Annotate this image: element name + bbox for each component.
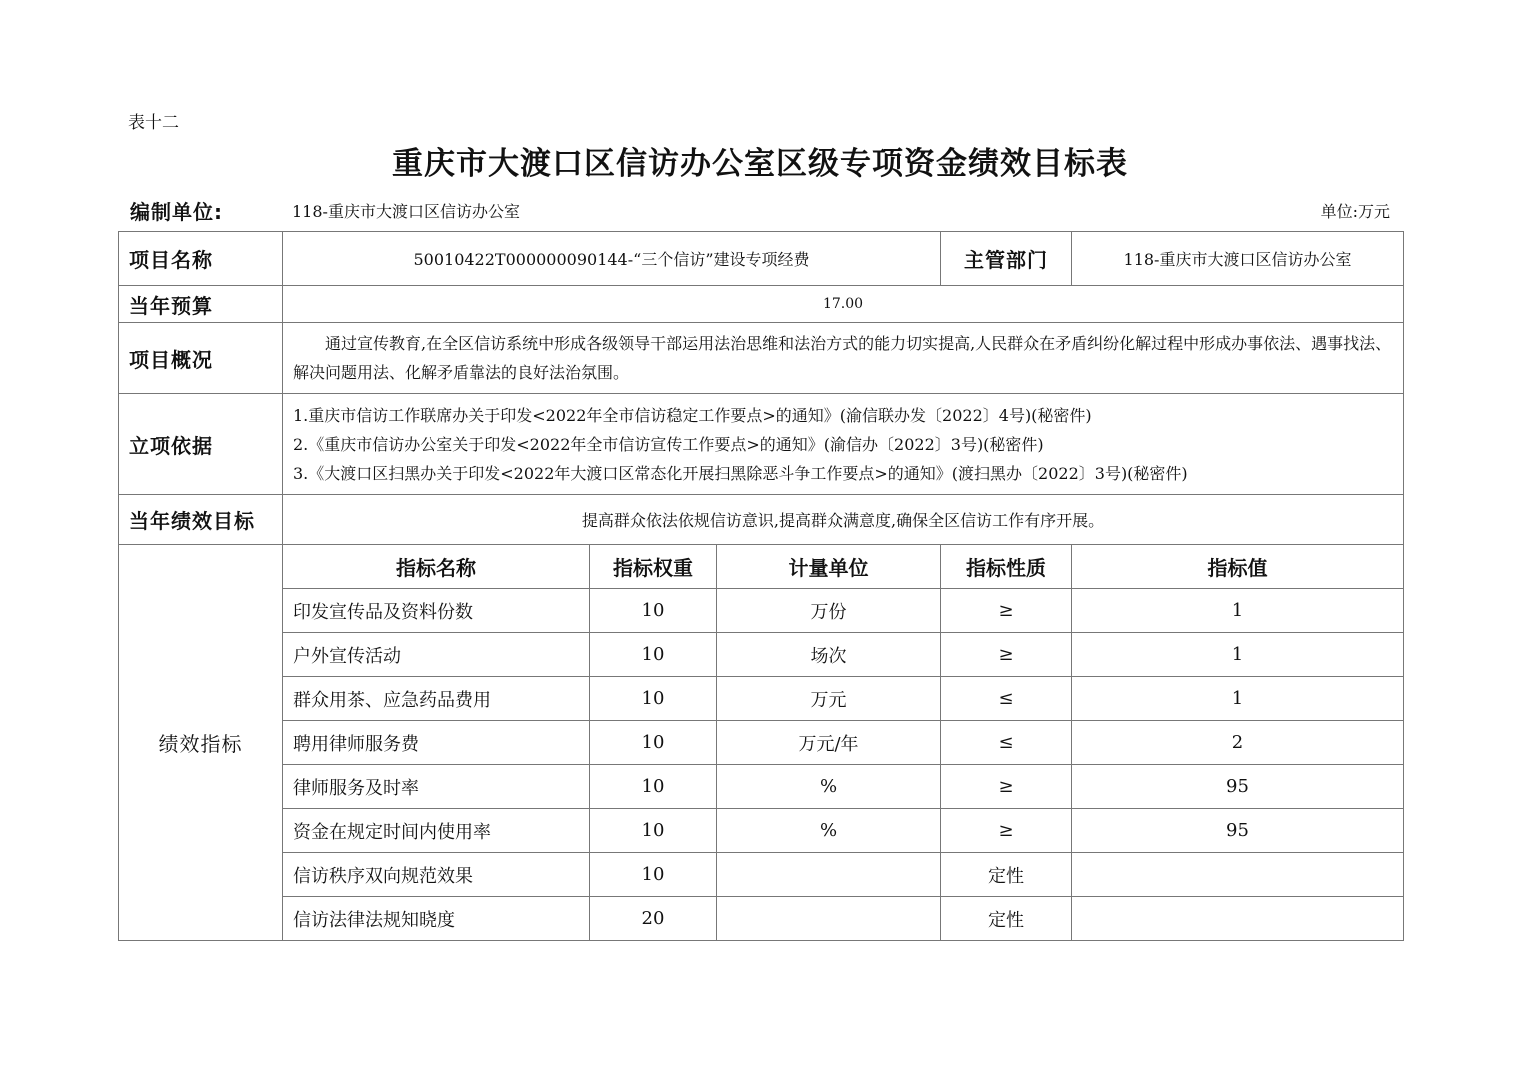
basis-label: 立项依据 (119, 394, 283, 495)
indicator-name: 律师服务及时率 (283, 765, 590, 809)
indicator-row (119, 677, 1404, 721)
budget-label: 当年预算 (119, 286, 283, 323)
indicator-nature: ≥ (941, 633, 1072, 677)
header-indicator-name: 指标名称 (283, 545, 590, 589)
budget-row (119, 286, 1404, 323)
indicator-name: 资金在规定时间内使用率 (283, 809, 590, 853)
indicator-unit: 场次 (717, 633, 941, 677)
indicator-nature: 定性 (941, 853, 1072, 897)
indicator-nature: ≥ (941, 589, 1072, 633)
indicator-nature: ≤ (941, 677, 1072, 721)
indicator-value: 95 (1072, 809, 1404, 853)
overview-value: 通过宣传教育,在全区信访系统中形成各级领导干部运用法治思维和法治方式的能力切实提高,人民群众在矛盾纠纷化解过程中形成办事依法、遇事找法、解决问题用法、化解矛盾靠法的良好法治氛围。 (283, 323, 1404, 394)
indicator-row (119, 765, 1404, 809)
indicator-value: 95 (1072, 765, 1404, 809)
indicator-name: 群众用茶、应急药品费用 (283, 677, 590, 721)
overview-row (119, 323, 1404, 394)
header-nature: 指标性质 (941, 545, 1072, 589)
project-name-value: 50010422T000000090144-“三个信访”建设专项经费 (283, 232, 941, 286)
indicator-value (1072, 853, 1404, 897)
goal-value: 提高群众依法依规信访意识,提高群众满意度,确保全区信访工作有序开展。 (283, 495, 1404, 545)
indicator-weight: 10 (590, 809, 717, 853)
indicator-unit: 万元/年 (717, 721, 941, 765)
header-weight: 指标权重 (590, 545, 717, 589)
indicator-row (119, 589, 1404, 633)
org-value: 118-重庆市大渡口区信访办公室 (292, 202, 520, 221)
indicator-weight: 20 (590, 897, 717, 941)
indicator-nature: ≥ (941, 765, 1072, 809)
basis-list (283, 394, 1404, 495)
indicator-row (119, 853, 1404, 897)
indicator-name: 户外宣传活动 (283, 633, 590, 677)
budget-value: 17.00 (283, 286, 1404, 323)
basis-row (119, 394, 1404, 495)
indicator-nature: ≤ (941, 721, 1072, 765)
indicator-name: 印发宣传品及资料份数 (283, 589, 590, 633)
indicator-nature: ≥ (941, 809, 1072, 853)
basis-item: 3.《大渡口区扫黑办关于印发<2022年大渡口区常态化开展扫黑除恶斗争工作要点>的通知》(渡扫黑办〔2022〕3号)(秘密件) (293, 463, 1188, 483)
document-title: 重庆市大渡口区信访办公室区级专项资金绩效目标表 (392, 146, 1128, 182)
indicator-header-row (119, 545, 1404, 589)
indicator-weight: 10 (590, 765, 717, 809)
indicator-weight: 10 (590, 633, 717, 677)
indicator-name: 聘用律师服务费 (283, 721, 590, 765)
indicator-value: 1 (1072, 589, 1404, 633)
dept-value: 118-重庆市大渡口区信访办公室 (1072, 232, 1404, 286)
header-value: 指标值 (1072, 545, 1404, 589)
indicator-unit (717, 853, 941, 897)
unit-text: 单位:万元 (1320, 202, 1390, 221)
project-name-label: 项目名称 (119, 232, 283, 286)
indicator-value: 1 (1072, 677, 1404, 721)
indicator-unit (717, 897, 941, 941)
performance-target-table (118, 231, 1404, 941)
performance-label: 绩效指标 (119, 545, 283, 941)
goal-row (119, 495, 1404, 545)
basis-item: 1.重庆市信访工作联席办关于印发<2022年全市信访稳定工作要点>的通知》(渝信联办发〔2022〕4号)(秘密件) (293, 405, 1092, 425)
indicator-unit: % (717, 765, 941, 809)
indicator-value: 1 (1072, 633, 1404, 677)
indicator-value (1072, 897, 1404, 941)
goal-label: 当年绩效目标 (119, 495, 283, 545)
indicator-weight: 10 (590, 589, 717, 633)
table-number: 表十二 (128, 113, 179, 133)
indicator-name: 信访秩序双向规范效果 (283, 853, 590, 897)
indicator-row (119, 809, 1404, 853)
org-label: 编制单位: (130, 200, 223, 224)
indicator-row (119, 897, 1404, 941)
indicator-nature: 定性 (941, 897, 1072, 941)
indicator-name: 信访法律法规知晓度 (283, 897, 590, 941)
indicator-row (119, 721, 1404, 765)
overview-label: 项目概况 (119, 323, 283, 394)
indicator-value: 2 (1072, 721, 1404, 765)
indicator-weight: 10 (590, 677, 717, 721)
indicator-unit: % (717, 809, 941, 853)
indicator-unit: 万元 (717, 677, 941, 721)
dept-label: 主管部门 (941, 232, 1072, 286)
indicator-weight: 10 (590, 721, 717, 765)
indicator-unit: 万份 (717, 589, 941, 633)
indicator-weight: 10 (590, 853, 717, 897)
header-unit: 计量单位 (717, 545, 941, 589)
indicator-row (119, 633, 1404, 677)
project-name-row (119, 232, 1404, 286)
basis-item: 2.《重庆市信访办公室关于印发<2022年全市信访宣传工作要点>的通知》(渝信办〔2022〕3号)(秘密件) (293, 434, 1044, 454)
